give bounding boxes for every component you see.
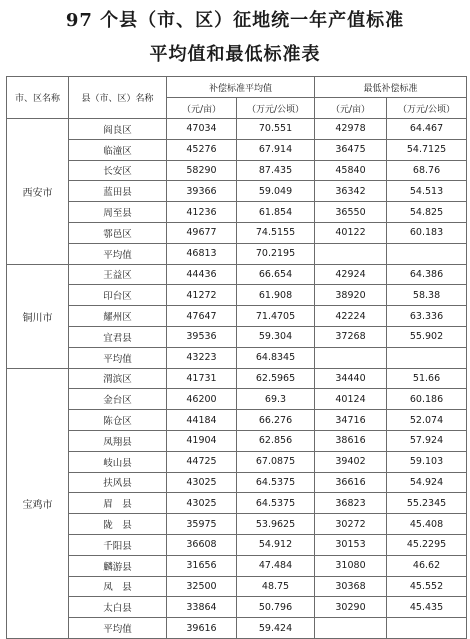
avg-wan-cell: 64.8345 [237,347,315,368]
avg-yuan-cell: 35975 [167,514,237,535]
avg-yuan-cell: 43025 [167,472,237,493]
avg-wan-cell: 48.75 [237,576,315,597]
avg-wan-cell: 74.5155 [237,222,315,243]
avg-yuan-cell: 49677 [167,222,237,243]
table-row [7,285,467,306]
county-name-cell: 太白县 [69,597,167,618]
avg-yuan-cell: 33864 [167,597,237,618]
min-wan-cell [387,347,467,368]
min-wan-cell: 45.408 [387,514,467,535]
min-yuan-cell: 30272 [315,514,387,535]
county-name-cell: 陇 县 [69,514,167,535]
table-row [7,202,467,223]
table-row [7,555,467,576]
avg-yuan-cell: 41904 [167,430,237,451]
table-row [7,451,467,472]
header-min-unit-yuan: （元/亩） [315,98,387,119]
min-wan-cell: 54.7125 [387,139,467,160]
avg-yuan-cell: 39366 [167,181,237,202]
min-yuan-cell: 42978 [315,119,387,140]
county-name-cell: 麟游县 [69,555,167,576]
min-yuan-cell: 42224 [315,306,387,327]
county-name-cell: 蓝田县 [69,181,167,202]
min-wan-cell: 59.103 [387,451,467,472]
min-yuan-cell: 38920 [315,285,387,306]
min-yuan-cell: 36616 [315,472,387,493]
min-yuan-cell: 34440 [315,368,387,389]
min-wan-cell: 51.66 [387,368,467,389]
min-wan-cell: 52.074 [387,410,467,431]
avg-wan-cell: 71.4705 [237,306,315,327]
county-name-cell: 渭滨区 [69,368,167,389]
min-yuan-cell: 30368 [315,576,387,597]
table-row [7,389,467,410]
avg-wan-cell: 66.654 [237,264,315,285]
min-yuan-cell: 42924 [315,264,387,285]
min-yuan-cell: 39402 [315,451,387,472]
table-row [7,618,467,639]
min-yuan-cell: 30290 [315,597,387,618]
avg-wan-cell: 67.914 [237,139,315,160]
min-yuan-cell: 36342 [315,181,387,202]
min-yuan-cell: 38616 [315,430,387,451]
table-row [7,514,467,535]
county-name-cell: 凤翔县 [69,430,167,451]
avg-wan-cell: 47.484 [237,555,315,576]
min-yuan-cell: 45840 [315,160,387,181]
table-row [7,222,467,243]
table-header [7,77,467,119]
table-row [7,368,467,389]
city-name-cell: 铜川市 [7,264,69,368]
table-row [7,576,467,597]
min-wan-cell: 60.186 [387,389,467,410]
avg-yuan-cell: 43223 [167,347,237,368]
county-name-cell: 临潼区 [69,139,167,160]
avg-wan-cell: 54.912 [237,534,315,555]
min-wan-cell: 45.2295 [387,534,467,555]
city-name-cell: 宝鸡市 [7,368,69,638]
min-wan-cell: 54.825 [387,202,467,223]
min-yuan-cell: 40122 [315,222,387,243]
table-row [7,243,467,264]
table-row [7,430,467,451]
county-name-cell: 千阳县 [69,534,167,555]
min-yuan-cell: 37268 [315,326,387,347]
avg-wan-cell: 61.908 [237,285,315,306]
avg-wan-cell: 61.854 [237,202,315,223]
min-yuan-cell: 34716 [315,410,387,431]
county-name-cell: 宜君县 [69,326,167,347]
min-wan-cell: 55.902 [387,326,467,347]
avg-yuan-cell: 44184 [167,410,237,431]
avg-yuan-cell: 36608 [167,534,237,555]
avg-wan-cell: 64.5375 [237,472,315,493]
county-name-cell: 眉 县 [69,493,167,514]
header-avg-unit-wan: （万元/公顷） [237,98,315,119]
county-name-cell: 鄠邑区 [69,222,167,243]
county-name-cell: 周至县 [69,202,167,223]
county-name-cell: 王益区 [69,264,167,285]
avg-wan-cell: 59.049 [237,181,315,202]
avg-yuan-cell: 44725 [167,451,237,472]
document-title: 97 个县（市、区）征地统一年产值标准 [65,10,405,31]
table-row [7,119,467,140]
avg-yuan-cell: 31656 [167,555,237,576]
document-subtitle: 平均值和最低标准表 [149,44,321,65]
min-yuan-cell: 36823 [315,493,387,514]
city-name-cell: 西安市 [7,119,69,265]
county-name-cell: 平均值 [69,618,167,639]
county-name-cell: 阎良区 [69,119,167,140]
header-city: 市、区名称 [7,77,69,119]
min-wan-cell: 57.924 [387,430,467,451]
min-wan-cell: 64.467 [387,119,467,140]
min-wan-cell: 60.183 [387,222,467,243]
min-yuan-cell [315,243,387,264]
header-avg-group: 补偿标准平均值 [167,77,315,98]
avg-yuan-cell: 43025 [167,493,237,514]
avg-yuan-cell: 46813 [167,243,237,264]
table-row [7,160,467,181]
avg-wan-cell: 87.435 [237,160,315,181]
avg-wan-cell: 69.3 [237,389,315,410]
table-row [7,493,467,514]
county-name-cell: 岐山县 [69,451,167,472]
min-yuan-cell: 36550 [315,202,387,223]
min-wan-cell: 54.513 [387,181,467,202]
avg-yuan-cell: 47034 [167,119,237,140]
min-wan-cell: 68.76 [387,160,467,181]
table-row [7,306,467,327]
table-body [7,119,467,639]
min-wan-cell: 54.924 [387,472,467,493]
avg-wan-cell: 59.424 [237,618,315,639]
min-wan-cell: 45.552 [387,576,467,597]
county-name-cell: 凤 县 [69,576,167,597]
avg-yuan-cell: 39616 [167,618,237,639]
table-row [7,181,467,202]
avg-wan-cell: 62.5965 [237,368,315,389]
county-name-cell: 平均值 [69,347,167,368]
avg-wan-cell: 70.551 [237,119,315,140]
county-name-cell: 金台区 [69,389,167,410]
avg-wan-cell: 64.5375 [237,493,315,514]
table-row [7,534,467,555]
header-min-group: 最低补偿标准 [315,77,467,98]
header-avg-unit-yuan: （元/亩） [167,98,237,119]
avg-yuan-cell: 41272 [167,285,237,306]
compensation-table [6,76,467,639]
min-wan-cell: 63.336 [387,306,467,327]
county-name-cell: 陈仓区 [69,410,167,431]
min-yuan-cell: 31080 [315,555,387,576]
min-wan-cell [387,243,467,264]
min-yuan-cell: 36475 [315,139,387,160]
avg-yuan-cell: 39536 [167,326,237,347]
table-row [7,472,467,493]
avg-yuan-cell: 58290 [167,160,237,181]
avg-yuan-cell: 41731 [167,368,237,389]
min-yuan-cell: 30153 [315,534,387,555]
min-wan-cell: 58.38 [387,285,467,306]
min-wan-cell: 46.62 [387,555,467,576]
avg-wan-cell: 70.2195 [237,243,315,264]
min-wan-cell: 64.386 [387,264,467,285]
min-yuan-cell: 40124 [315,389,387,410]
county-name-cell: 耀州区 [69,306,167,327]
avg-wan-cell: 62.856 [237,430,315,451]
table-row [7,347,467,368]
county-name-cell: 印台区 [69,285,167,306]
table-row [7,264,467,285]
avg-yuan-cell: 47647 [167,306,237,327]
avg-yuan-cell: 44436 [167,264,237,285]
county-name-cell: 扶风县 [69,472,167,493]
header-county: 县（市、区）名称 [69,77,167,119]
avg-wan-cell: 59.304 [237,326,315,347]
table-row [7,410,467,431]
avg-wan-cell: 53.9625 [237,514,315,535]
min-yuan-cell [315,618,387,639]
min-wan-cell: 45.435 [387,597,467,618]
avg-wan-cell: 50.796 [237,597,315,618]
avg-yuan-cell: 45276 [167,139,237,160]
avg-yuan-cell: 32500 [167,576,237,597]
header-min-unit-wan: （万元/公顷） [387,98,467,119]
avg-wan-cell: 67.0875 [237,451,315,472]
min-yuan-cell [315,347,387,368]
avg-wan-cell: 66.276 [237,410,315,431]
table-row [7,139,467,160]
avg-yuan-cell: 41236 [167,202,237,223]
county-name-cell: 平均值 [69,243,167,264]
avg-yuan-cell: 46200 [167,389,237,410]
min-wan-cell [387,618,467,639]
min-wan-cell: 55.2345 [387,493,467,514]
county-name-cell: 长安区 [69,160,167,181]
table-row [7,326,467,347]
